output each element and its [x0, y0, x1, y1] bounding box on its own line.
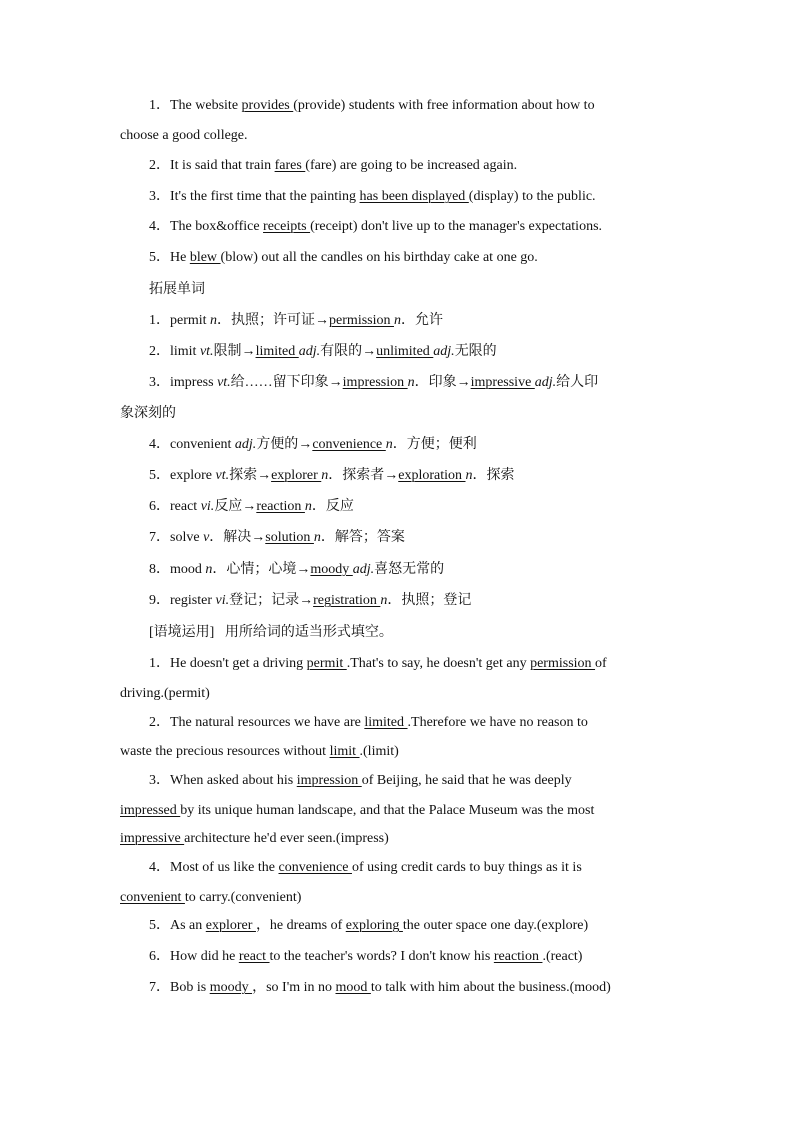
sentence-1-cont	[120, 126, 248, 146]
text: Bob is	[170, 980, 210, 995]
meaning: 喜怒无常的	[374, 562, 445, 577]
usage-item-2	[149, 713, 588, 733]
meaning: 无限的	[454, 344, 497, 359]
meaning: ．探索者→	[328, 468, 399, 483]
text: (provide) students with free information about how to	[293, 98, 595, 113]
instruction-text: 用所给词的适当形式填空。	[224, 625, 393, 640]
answer: impressive	[470, 375, 535, 390]
word: mood	[170, 562, 206, 577]
usage-item-3-cont-1	[120, 801, 594, 821]
answer: blew	[189, 250, 221, 265]
item-number: 1．	[149, 313, 170, 328]
answer: moody	[209, 980, 253, 995]
sentence-2	[149, 156, 517, 176]
answer: permission	[329, 313, 394, 328]
item-number: 3．	[149, 375, 170, 390]
text: ，he dreams of	[255, 918, 346, 933]
word: permit	[170, 313, 211, 328]
text: He	[170, 250, 190, 265]
meaning: ．心情；心境→	[212, 562, 311, 577]
extend-item-3-cont	[120, 404, 176, 424]
word: explore	[170, 468, 216, 483]
item-number: 1．	[149, 98, 170, 113]
answer: provides	[241, 98, 294, 113]
answer: convenience	[278, 860, 352, 875]
part-of-speech: n	[304, 499, 312, 514]
text: architecture he'd ever seen.(impress)	[184, 831, 389, 846]
meaning: ．方便；便利	[392, 437, 477, 452]
word: limit	[170, 344, 200, 359]
part-of-speech: adj.	[298, 344, 321, 359]
text: to carry.(convenient)	[184, 890, 302, 905]
usage-item-3	[149, 771, 572, 791]
usage-item-1	[149, 654, 607, 674]
part-of-speech: n	[313, 530, 321, 545]
meaning: 反应→	[214, 499, 257, 514]
part-of-speech: n	[205, 562, 213, 577]
answer: convenient	[120, 890, 185, 905]
part-of-speech: n	[385, 437, 393, 452]
item-number: 7．	[149, 980, 170, 995]
answer: react	[238, 949, 270, 964]
sentence-3	[149, 187, 596, 207]
text: .(limit)	[359, 744, 399, 759]
meaning: ．执照；许可证→	[217, 313, 330, 328]
answer: moody	[310, 562, 353, 577]
meaning: 登记；记录→	[229, 593, 314, 608]
item-number: 3．	[149, 773, 170, 788]
part-of-speech: n	[321, 468, 329, 483]
text: ，so I'm in no	[252, 980, 336, 995]
extend-item-4	[149, 435, 477, 455]
answer: impression	[296, 773, 362, 788]
item-number: 7．	[149, 530, 170, 545]
answer: permission	[530, 656, 596, 671]
text: of Beijing, he said that he was deeply	[361, 773, 572, 788]
item-number: 6．	[149, 949, 170, 964]
answer: convenience	[312, 437, 386, 452]
part-of-speech: n	[465, 468, 473, 483]
text: How did he	[170, 949, 239, 964]
text: The natural resources we have are	[170, 715, 365, 730]
word: impress	[170, 375, 218, 390]
word: register	[170, 593, 216, 608]
answer: unlimited	[376, 344, 434, 359]
extend-item-3	[149, 373, 598, 393]
item-number: 2．	[149, 715, 170, 730]
meaning: 方便的→	[256, 437, 313, 452]
usage-item-4-cont	[120, 888, 301, 908]
usage-item-4	[149, 858, 582, 878]
text: (display) to the public.	[468, 189, 596, 204]
sentence-1	[149, 96, 595, 116]
part-of-speech: vt.	[199, 344, 214, 359]
text: the outer space one day.(explore)	[402, 918, 589, 933]
answer: impressive	[120, 831, 185, 846]
text: choose a good college.	[120, 128, 248, 143]
meaning: ．印象→	[414, 375, 471, 390]
sentence-4	[149, 217, 602, 237]
text: As an	[170, 918, 206, 933]
extend-item-5	[149, 466, 515, 486]
text: It's the first time that the painting	[170, 189, 360, 204]
heading-text: 拓展单词	[149, 282, 205, 297]
answer: exploring	[345, 918, 403, 933]
part-of-speech: vt.	[215, 468, 230, 483]
part-of-speech: adj.	[534, 375, 557, 390]
text: He doesn't get a driving	[170, 656, 307, 671]
usage-item-7	[149, 978, 611, 998]
answer: has been displayed	[359, 189, 469, 204]
text: waste the precious resources without	[120, 744, 330, 759]
item-number: 1．	[149, 656, 170, 671]
text: of using credit cards to buy things as it is	[351, 860, 582, 875]
extend-item-9	[149, 591, 471, 611]
answer: permit	[306, 656, 347, 671]
text: driving.(permit)	[120, 686, 210, 701]
meaning: 给人印	[556, 375, 599, 390]
extend-item-6	[149, 497, 354, 517]
sentence-5	[149, 248, 538, 268]
answer: explorer	[271, 468, 322, 483]
extend-item-1	[149, 311, 443, 331]
answer: registration	[313, 593, 381, 608]
text: .Therefore we have no reason to	[407, 715, 588, 730]
item-number: 5．	[149, 250, 170, 265]
answer: reaction	[256, 499, 305, 514]
answer: impressed	[120, 803, 181, 818]
part-of-speech: v	[203, 530, 210, 545]
extend-item-8	[149, 560, 444, 580]
item-number: 4．	[149, 860, 170, 875]
part-of-speech: vi.	[215, 593, 230, 608]
item-number: 5．	[149, 468, 170, 483]
usage-item-6	[149, 947, 582, 967]
text: of	[595, 656, 607, 671]
answer: reaction	[493, 949, 543, 964]
text: (receipt) don't live up to the manager's expectations.	[310, 219, 603, 234]
part-of-speech: n	[394, 313, 401, 328]
section-heading-extend	[149, 280, 205, 300]
item-number: 3．	[149, 189, 170, 204]
part-of-speech: adj.	[433, 344, 455, 359]
answer: mood	[335, 980, 371, 995]
meaning: 限制→	[213, 344, 256, 359]
item-number: 6．	[149, 499, 170, 514]
meaning: ．执照；登记	[387, 593, 472, 608]
item-number: 2．	[149, 344, 170, 359]
part-of-speech: vi.	[200, 499, 215, 514]
text: (blow) out all the candles on his birthday cake at one go.	[220, 250, 538, 265]
word: convenient	[170, 437, 235, 452]
text: to talk with him about the business.(mood)	[370, 980, 611, 995]
answer: limited	[364, 715, 408, 730]
item-number: 5．	[149, 918, 170, 933]
item-number: 9．	[149, 593, 170, 608]
part-of-speech: adj.	[352, 562, 375, 577]
answer: limited	[255, 344, 299, 359]
word: react	[170, 499, 201, 514]
usage-item-2-cont	[120, 742, 399, 762]
answer: solution	[265, 530, 314, 545]
meaning: ．允许	[401, 313, 443, 328]
text: It is said that train	[170, 158, 275, 173]
meaning: ．解答；答案	[320, 530, 405, 545]
extend-item-7	[149, 528, 405, 548]
section-tag: [语境运用]	[149, 625, 215, 640]
text: Most of us like the	[170, 860, 279, 875]
meaning: ．反应	[311, 499, 354, 514]
item-number: 2．	[149, 158, 170, 173]
item-number: 4．	[149, 437, 170, 452]
part-of-speech: adj.	[234, 437, 257, 452]
text: The box&office	[170, 219, 264, 234]
meaning: 有限的→	[320, 344, 377, 359]
usage-item-1-cont	[120, 684, 210, 704]
text: by its unique human landscape, and that the Palace Museum was the most	[180, 803, 595, 818]
meaning: ．解决→	[209, 530, 266, 545]
text: When asked about his	[170, 773, 297, 788]
answer: exploration	[398, 468, 466, 483]
extend-item-2	[149, 342, 497, 362]
text: The website	[170, 98, 242, 113]
text: (fare) are going to be increased again.	[305, 158, 518, 173]
answer: receipts	[263, 219, 311, 234]
answer: explorer	[205, 918, 256, 933]
answer: fares	[274, 158, 306, 173]
usage-item-3-cont-2	[120, 829, 389, 849]
item-number: 8．	[149, 562, 170, 577]
part-of-speech: n	[407, 375, 415, 390]
answer: limit	[329, 744, 360, 759]
meaning: 象深刻的	[120, 406, 176, 421]
word: solve	[170, 530, 204, 545]
answer: impression	[342, 375, 408, 390]
part-of-speech: n	[380, 593, 388, 608]
text: .(react)	[542, 949, 583, 964]
usage-item-5	[149, 916, 588, 936]
meaning: ．探索	[472, 468, 515, 483]
item-number: 4．	[149, 219, 170, 234]
meaning: 探索→	[229, 468, 272, 483]
part-of-speech: vt.	[217, 375, 231, 390]
text: .That's to say, he doesn't get any	[346, 656, 531, 671]
section-heading-usage	[149, 623, 393, 643]
part-of-speech: n	[210, 313, 218, 328]
meaning: 给……留下印象→	[230, 375, 343, 390]
text: to the teacher's words? I don't know his	[269, 949, 494, 964]
